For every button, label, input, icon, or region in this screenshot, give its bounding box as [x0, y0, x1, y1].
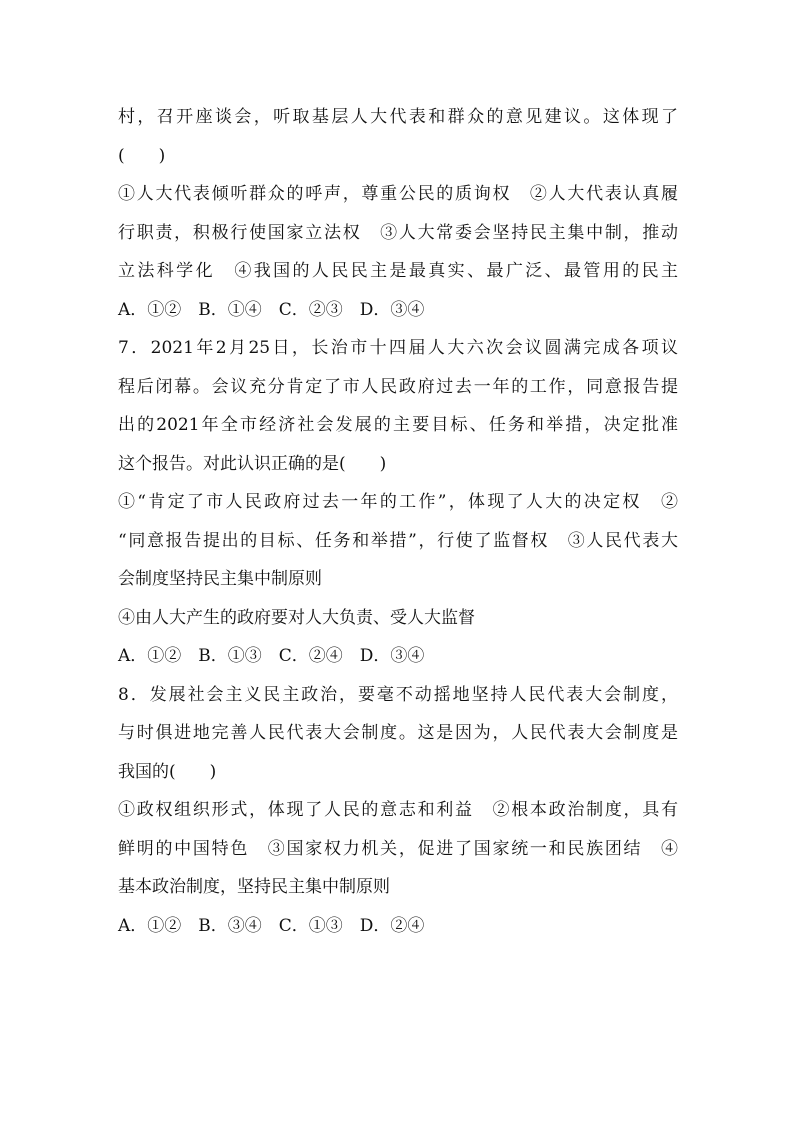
q7-choices: A．①② B．①③ C．②④ D．③④ [118, 646, 425, 666]
q8-stem-line-3: 我国的( ) [118, 761, 217, 782]
q8-option-line-2: 鲜明的中国特色 ③国家权力机关，促进了国家统一和民族团结 ④ [118, 838, 678, 859]
question-8 [118, 676, 678, 946]
q7-stem-line-4: 这个报告。对此认识正确的是( ) [118, 453, 387, 474]
q7-option-line-4: ④由人大产生的政府要对人大负责、受人大监督 [118, 607, 475, 628]
q6-stem-line-1: 村，召开座谈会，听取基层人大代表和群众的意见建议。这体现了 [118, 107, 678, 127]
q6-choices: A．①② B．①④ C．②③ D．③④ [118, 299, 425, 320]
q6-answer-bracket: ( ) [118, 145, 166, 166]
q8-choices: A．①② B．③④ C．①③ D．②④ [118, 915, 425, 936]
q8-option-line-3: 基本政治制度，坚持民主集中制原则 [118, 877, 390, 897]
q8-stem-line-1: 8．发展社会主义民主政治，要毫不动摇地坚持人民代表大会制度， [118, 684, 678, 705]
q7-option-line-3: 会制度坚持民主集中制原则 [118, 569, 322, 589]
question-7 [118, 329, 678, 676]
q8-stem-line-2: 与时俱进地完善人民代表大会制度。这是因为，人民代表大会制度是 [118, 723, 678, 743]
q7-stem-line-1: 7．2021年2月25日，长治市十四届人大六次会议圆满完成各项议 [118, 338, 678, 358]
q6-option-line-2: 行职责，积极行使国家立法权 ③人大常委会坚持民主集中制，推动 [118, 222, 678, 243]
q6-option-line-1: ①人大代表倾听群众的呼声，尊重公民的质询权 ②人大代表认真履 [118, 184, 678, 204]
q7-option-line-2: “同意报告提出的目标、任务和举措”，行使了监督权 ③人民代表大 [118, 530, 678, 551]
q7-stem-line-3: 出的2021年全市经济社会发展的主要目标、任务和举措，决定批准 [118, 415, 678, 435]
question-content [118, 98, 678, 945]
q7-option-line-1: ①“肯定了市人民政府过去一年的工作”，体现了人大的决定权 ② [118, 492, 678, 512]
q6-option-line-3: 立法科学化 ④我国的人民民主是最真实、最广泛、最管用的民主 [118, 261, 678, 281]
q7-stem-line-2: 程后闭幕。会议充分肯定了市人民政府过去一年的工作，同意报告提 [118, 376, 678, 397]
q8-option-line-1: ①政权组织形式，体现了人民的意志和利益 ②根本政治制度，具有 [118, 800, 678, 820]
question-6 [118, 98, 678, 329]
